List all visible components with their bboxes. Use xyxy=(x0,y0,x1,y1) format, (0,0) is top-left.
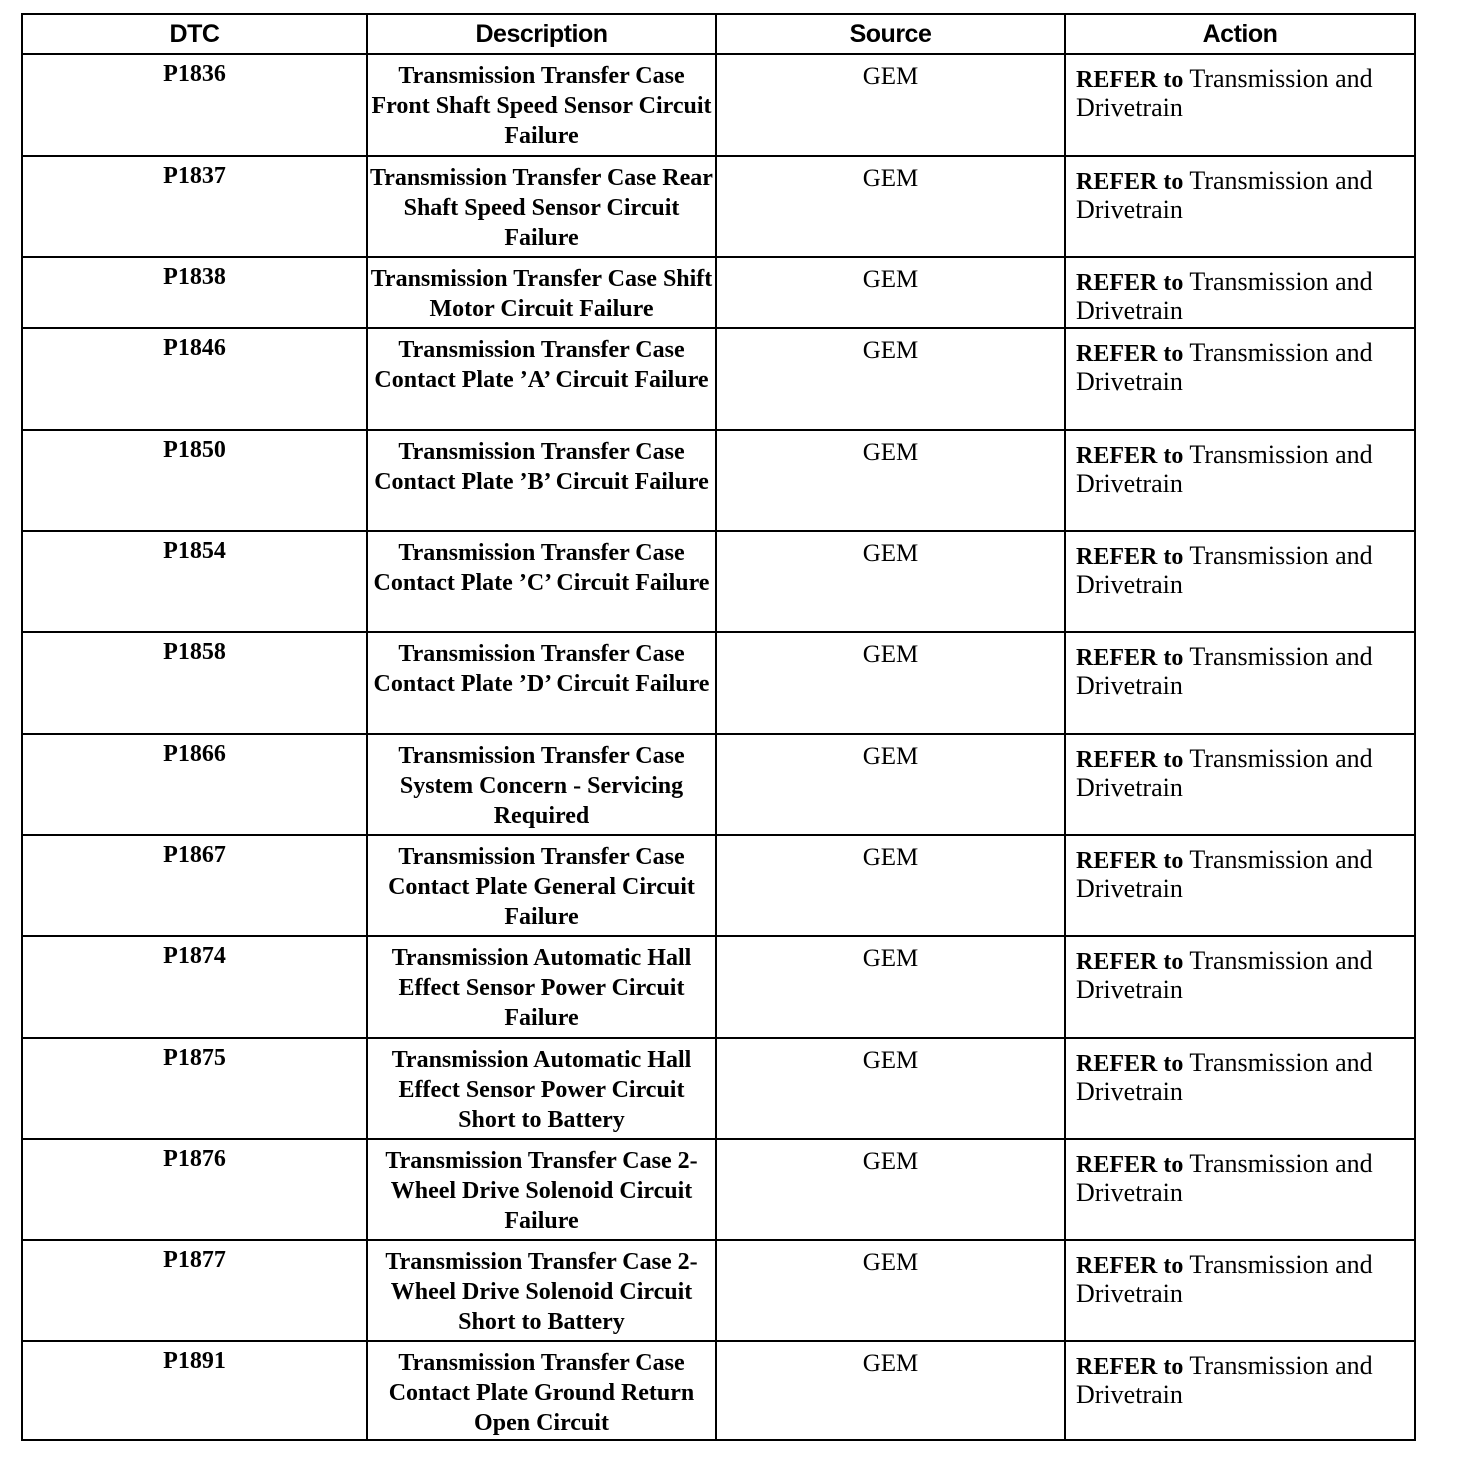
dtc-source: GEM xyxy=(716,835,1065,936)
dtc-action xyxy=(1065,328,1415,430)
action-target: Transmission and Drivetrain xyxy=(1076,64,1373,122)
dtc-code: P1867 xyxy=(22,835,367,936)
dtc-description: Transmission Automatic Hall Effect Sensor Power Circuit Failure xyxy=(367,936,716,1038)
dtc-description: Transmission Transfer Case Shift Motor Circuit Failure xyxy=(367,257,716,328)
dtc-table xyxy=(21,13,1416,1441)
action-target: Transmission and Drivetrain xyxy=(1076,1149,1373,1207)
dtc-action xyxy=(1065,936,1415,1038)
action-refer: REFER to xyxy=(1076,169,1184,195)
dtc-source: GEM xyxy=(716,632,1065,734)
dtc-description: Transmission Transfer Case 2-Wheel Drive Solenoid Circuit Short to Battery xyxy=(367,1240,716,1341)
header-description: Description xyxy=(367,14,716,54)
table-row xyxy=(22,54,1415,156)
dtc-code: P1838 xyxy=(22,257,367,328)
dtc-code: P1891 xyxy=(22,1341,367,1440)
dtc-action xyxy=(1065,156,1415,257)
dtc-action xyxy=(1065,734,1415,835)
dtc-action xyxy=(1065,1139,1415,1240)
dtc-code: P1876 xyxy=(22,1139,367,1240)
table-row xyxy=(22,328,1415,430)
action-target: Transmission and Drivetrain xyxy=(1076,541,1373,599)
dtc-action xyxy=(1065,531,1415,632)
action-target: Transmission and Drivetrain xyxy=(1076,267,1373,325)
action-target: Transmission and Drivetrain xyxy=(1076,338,1373,396)
table-row xyxy=(22,835,1415,936)
action-refer: REFER to xyxy=(1076,1152,1184,1178)
action-refer: REFER to xyxy=(1076,1354,1184,1380)
dtc-source: GEM xyxy=(716,430,1065,531)
action-refer: REFER to xyxy=(1076,949,1184,975)
dtc-description: Transmission Transfer Case Contact Plate ’C’ Circuit Failure xyxy=(367,531,716,632)
dtc-code: P1875 xyxy=(22,1038,367,1139)
dtc-source: GEM xyxy=(716,936,1065,1038)
dtc-source: GEM xyxy=(716,257,1065,328)
dtc-code: P1874 xyxy=(22,936,367,1038)
dtc-description: Transmission Automatic Hall Effect Sensor Power Circuit Short to Battery xyxy=(367,1038,716,1139)
action-target: Transmission and Drivetrain xyxy=(1076,946,1373,1004)
dtc-source: GEM xyxy=(716,734,1065,835)
action-target: Transmission and Drivetrain xyxy=(1076,642,1373,700)
action-target: Transmission and Drivetrain xyxy=(1076,166,1373,224)
action-target: Transmission and Drivetrain xyxy=(1076,1048,1373,1106)
dtc-code: P1850 xyxy=(22,430,367,531)
header-action: Action xyxy=(1065,14,1415,54)
action-refer: REFER to xyxy=(1076,341,1184,367)
action-target: Transmission and Drivetrain xyxy=(1076,744,1373,802)
action-target: Transmission and Drivetrain xyxy=(1076,1351,1373,1409)
action-refer: REFER to xyxy=(1076,747,1184,773)
dtc-description: Transmission Transfer Case Contact Plate ’A’ Circuit Failure xyxy=(367,328,716,430)
table-row xyxy=(22,1139,1415,1240)
action-target: Transmission and Drivetrain xyxy=(1076,1250,1373,1308)
dtc-action xyxy=(1065,632,1415,734)
table-row xyxy=(22,531,1415,632)
dtc-source: GEM xyxy=(716,1240,1065,1341)
dtc-code: P1877 xyxy=(22,1240,367,1341)
action-refer: REFER to xyxy=(1076,1253,1184,1279)
header-source: Source xyxy=(716,14,1065,54)
dtc-code: P1854 xyxy=(22,531,367,632)
table-row xyxy=(22,430,1415,531)
dtc-description: Transmission Transfer Case 2-Wheel Drive Solenoid Circuit Failure xyxy=(367,1139,716,1240)
dtc-description: Transmission Transfer Case Contact Plate General Circuit Failure xyxy=(367,835,716,936)
dtc-source: GEM xyxy=(716,156,1065,257)
dtc-description: Transmission Transfer Case System Concern - Servicing Required xyxy=(367,734,716,835)
dtc-action xyxy=(1065,54,1415,156)
dtc-code: P1837 xyxy=(22,156,367,257)
table-row xyxy=(22,1240,1415,1341)
dtc-description: Transmission Transfer Case Rear Shaft Speed Sensor Circuit Failure xyxy=(367,156,716,257)
action-refer: REFER to xyxy=(1076,544,1184,570)
dtc-action xyxy=(1065,257,1415,328)
dtc-code: P1866 xyxy=(22,734,367,835)
dtc-code: P1836 xyxy=(22,54,367,156)
table-row xyxy=(22,156,1415,257)
dtc-source: GEM xyxy=(716,328,1065,430)
header-dtc: DTC xyxy=(22,14,367,54)
dtc-code: P1858 xyxy=(22,632,367,734)
dtc-description: Transmission Transfer Case Contact Plate Ground Return Open Circuit xyxy=(367,1341,716,1440)
dtc-description: Transmission Transfer Case Front Shaft Speed Sensor Circuit Failure xyxy=(367,54,716,156)
table-row xyxy=(22,257,1415,328)
dtc-action xyxy=(1065,1341,1415,1440)
action-refer: REFER to xyxy=(1076,443,1184,469)
action-refer: REFER to xyxy=(1076,67,1184,93)
dtc-source: GEM xyxy=(716,54,1065,156)
table-row xyxy=(22,936,1415,1038)
action-refer: REFER to xyxy=(1076,645,1184,671)
dtc-action xyxy=(1065,835,1415,936)
dtc-action xyxy=(1065,1240,1415,1341)
table-row xyxy=(22,1341,1415,1440)
table-header-row xyxy=(22,14,1415,54)
action-target: Transmission and Drivetrain xyxy=(1076,440,1373,498)
dtc-action xyxy=(1065,1038,1415,1139)
dtc-source: GEM xyxy=(716,1139,1065,1240)
table-row xyxy=(22,734,1415,835)
action-refer: REFER to xyxy=(1076,270,1184,296)
dtc-description: Transmission Transfer Case Contact Plate ’B’ Circuit Failure xyxy=(367,430,716,531)
dtc-source: GEM xyxy=(716,531,1065,632)
dtc-description: Transmission Transfer Case Contact Plate ’D’ Circuit Failure xyxy=(367,632,716,734)
action-target: Transmission and Drivetrain xyxy=(1076,845,1373,903)
dtc-source: GEM xyxy=(716,1341,1065,1440)
action-refer: REFER to xyxy=(1076,1051,1184,1077)
table-row xyxy=(22,632,1415,734)
action-refer: REFER to xyxy=(1076,848,1184,874)
dtc-action xyxy=(1065,430,1415,531)
dtc-source: GEM xyxy=(716,1038,1065,1139)
table-row xyxy=(22,1038,1415,1139)
dtc-code: P1846 xyxy=(22,328,367,430)
